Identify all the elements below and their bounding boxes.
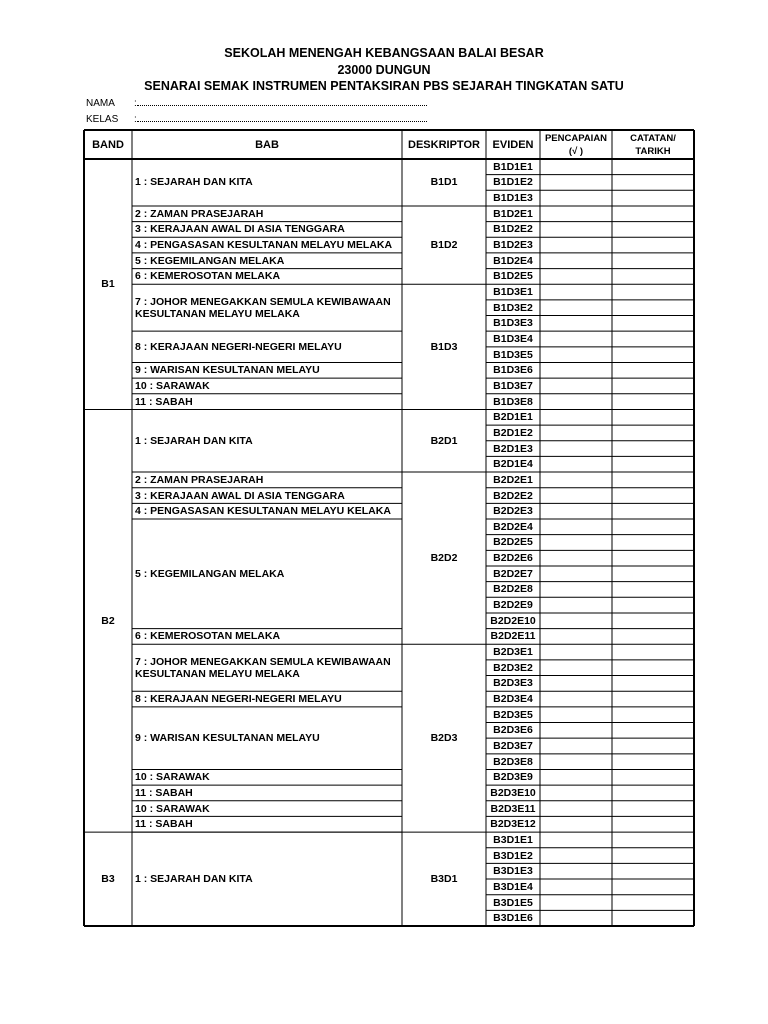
bab-cell: 1 : SEJARAH DAN KITA [135, 434, 253, 447]
eviden-cell: B1D2E5 [493, 270, 533, 283]
eviden-cell: B3D1E3 [493, 865, 533, 878]
pencapaian-checkbox-cell[interactable] [540, 206, 612, 222]
eviden-cell: B1D3E6 [493, 364, 533, 377]
bab-cell: 3 : KERAJAAN AWAL DI ASIA TENGGARA [135, 489, 345, 502]
bab-cell: 4 : PENGASASAN KESULTANAN MELAYU MELAKA [135, 239, 393, 252]
eviden-cell: B1D3E4 [493, 332, 533, 345]
eviden-cell: B1D2E4 [493, 254, 533, 267]
deskriptor-cell: B3D1 [430, 873, 458, 886]
pencapaian-checkbox-cell[interactable] [540, 816, 612, 832]
eviden-cell: B1D1E1 [493, 160, 533, 173]
catatan-entry-cell[interactable] [612, 284, 694, 300]
eviden-cell: B2D2E8 [493, 583, 533, 596]
eviden-cell: B2D3E6 [493, 724, 533, 737]
deskriptor-cell: B2D1 [430, 434, 458, 447]
pencapaian-checkbox-cell[interactable] [540, 472, 612, 488]
catatan-entry-cell[interactable] [612, 738, 694, 754]
catatan-entry-cell[interactable] [612, 159, 694, 175]
eviden-cell: B2D3E5 [493, 708, 533, 721]
eviden-cell: B2D1E1 [493, 411, 533, 424]
catatan-entry-cell[interactable] [612, 362, 694, 378]
eviden-cell: B2D1E2 [493, 426, 533, 439]
bab-cell: 1 : SEJARAH DAN KITA [135, 176, 253, 189]
pencapaian-checkbox-cell[interactable] [540, 331, 612, 347]
deskriptor-cell: B2D3 [430, 732, 458, 745]
catatan-entry-cell[interactable] [612, 409, 694, 425]
eviden-cell: B3D1E4 [493, 880, 533, 893]
eviden-cell: B2D2E9 [493, 599, 533, 612]
eviden-cell: B1D3E5 [493, 348, 533, 361]
school-name: SEKOLAH MENENGAH KEBANGSAAN BALAI BESAR [224, 46, 544, 60]
pencapaian-tick-label: (√ ) [568, 145, 584, 157]
pencapaian-checkbox-cell[interactable] [540, 644, 612, 660]
bab-cell: 6 : KEMEROSOTAN MELAKA [135, 270, 281, 283]
catatan-entry-cell[interactable] [612, 863, 694, 879]
catatan-entry-cell[interactable] [612, 190, 694, 206]
catatan-entry-cell[interactable] [612, 644, 694, 660]
eviden-cell: B1D3E8 [493, 395, 533, 408]
catatan-entry-cell[interactable] [612, 503, 694, 519]
eviden-cell: B2D3E2 [493, 661, 533, 674]
bab-cell: 9 : WARISAN KESULTANAN MELAYU [135, 364, 320, 377]
bab-cell: 5 : KEGEMILANGAN MELAKA [135, 254, 285, 267]
deskriptor-cell: B1D1 [430, 176, 458, 189]
eviden-cell: B1D2E3 [493, 239, 533, 252]
catatan-entry-cell[interactable] [612, 691, 694, 707]
pencapaian-checkbox-cell[interactable] [540, 629, 612, 645]
pencapaian-checkbox-cell[interactable] [540, 378, 612, 394]
catatan-entry-cell[interactable] [612, 832, 694, 848]
catatan-entry-cell[interactable] [612, 331, 694, 347]
eviden-cell: B3D1E2 [493, 849, 533, 862]
catatan-entry-cell[interactable] [612, 347, 694, 363]
pencapaian-checkbox-cell[interactable] [540, 441, 612, 457]
eviden-cell: B2D3E8 [493, 755, 533, 768]
catatan-entry-cell[interactable] [612, 206, 694, 222]
eviden-cell: B2D3E10 [490, 786, 536, 799]
pencapaian-checkbox-cell[interactable] [540, 723, 612, 739]
column-header-eviden: EVIDEN [492, 138, 534, 151]
catatan-entry-cell[interactable] [612, 582, 694, 598]
eviden-cell: B2D1E4 [493, 458, 533, 471]
catatan-entry-cell[interactable] [612, 676, 694, 692]
bab-cell: 4 : PENGASASAN KESULTANAN MELAYU KELAKA [135, 505, 391, 518]
eviden-cell: B1D3E1 [493, 286, 533, 299]
catatan-entry-cell[interactable] [612, 425, 694, 441]
catatan-entry-cell[interactable] [612, 237, 694, 253]
eviden-cell: B2D2E11 [490, 630, 536, 643]
catatan-entry-cell[interactable] [612, 378, 694, 394]
eviden-cell: B1D3E2 [493, 301, 533, 314]
eviden-cell: B1D1E3 [493, 192, 533, 205]
eviden-cell: B2D2E7 [493, 567, 533, 580]
pencapaian-checkbox-cell[interactable] [540, 769, 612, 785]
kelas-colon: : [134, 114, 137, 125]
pencapaian-checkbox-cell[interactable] [540, 425, 612, 441]
bab-cell: 10 : SARAWAK [135, 379, 210, 392]
eviden-cell: B1D3E7 [493, 379, 533, 392]
eviden-cell: B1D2E2 [493, 223, 533, 236]
catatan-entry-cell[interactable] [612, 253, 694, 269]
eviden-cell: B2D2E6 [493, 552, 533, 565]
eviden-cell: B2D3E7 [493, 739, 533, 752]
pencapaian-checkbox-cell[interactable] [540, 863, 612, 879]
pencapaian-checkbox-cell[interactable] [540, 409, 612, 425]
pencapaian-checkbox-cell[interactable] [540, 848, 612, 864]
bab-cell: 2 : ZAMAN PRASEJARAH [135, 207, 264, 220]
eviden-cell: B2D3E3 [493, 677, 533, 690]
catatan-entry-cell[interactable] [612, 910, 694, 926]
pencapaian-checkbox-cell[interactable] [540, 691, 612, 707]
eviden-cell: B2D3E9 [493, 771, 533, 784]
school-postcode: 23000 DUNGUN [337, 63, 431, 77]
pencapaian-checkbox-cell[interactable] [540, 237, 612, 253]
catatan-entry-cell[interactable] [612, 222, 694, 238]
pencapaian-checkbox-cell[interactable] [540, 582, 612, 598]
pencapaian-checkbox-cell[interactable] [540, 535, 612, 551]
eviden-cell: B2D2E1 [493, 473, 533, 486]
bab-cell: 1 : SEJARAH DAN KITA [135, 873, 253, 886]
column-header-pencapaian [540, 130, 612, 159]
catatan-label: CATATAN/ [630, 132, 676, 144]
eviden-cell: B1D1E2 [493, 176, 533, 189]
eviden-cell: B1D3E3 [493, 317, 533, 330]
pencapaian-checkbox-cell[interactable] [540, 316, 612, 332]
pencapaian-checkbox-cell[interactable] [540, 895, 612, 911]
pencapaian-checkbox-cell[interactable] [540, 910, 612, 926]
eviden-cell: B1D2E1 [493, 207, 533, 220]
bab-cell: 11 : SABAH [135, 818, 193, 831]
nama-label: NAMA [86, 98, 115, 109]
bab-cell: 11 : SABAH [135, 395, 193, 408]
catatan-entry-cell[interactable] [612, 848, 694, 864]
catatan-entry-cell[interactable] [612, 879, 694, 895]
pencapaian-checkbox-cell[interactable] [540, 707, 612, 723]
pencapaian-checkbox-cell[interactable] [540, 190, 612, 206]
pencapaian-checkbox-cell[interactable] [540, 519, 612, 535]
catatan-entry-cell[interactable] [612, 613, 694, 629]
nama-field[interactable] [86, 96, 427, 109]
kelas-label: KELAS [86, 114, 119, 125]
catatan-entry-cell[interactable] [612, 300, 694, 316]
pencapaian-checkbox-cell[interactable] [540, 613, 612, 629]
kelas-input-line[interactable] [137, 112, 427, 122]
catatan-entry-cell[interactable] [612, 535, 694, 551]
catatan-entry-cell[interactable] [612, 441, 694, 457]
band-cell: B2 [101, 614, 115, 627]
document-title: SENARAI SEMAK INSTRUMEN PENTAKSIRAN PBS SEJARAH TINGKATAN SATU [144, 79, 624, 93]
catatan-entry-cell[interactable] [612, 660, 694, 676]
pencapaian-label: PENCAPAIAN [544, 132, 608, 144]
bab-cell: 7 : JOHOR MENEGAKKAN SEMULA KEWIBAWAAN KESULTANAN MELAYU MELAKA [135, 295, 391, 320]
pencapaian-checkbox-cell[interactable] [540, 832, 612, 848]
deskriptor-cell: B1D2 [430, 239, 458, 252]
tarikh-label: TARIKH [635, 145, 671, 157]
pencapaian-checkbox-cell[interactable] [540, 347, 612, 363]
catatan-entry-cell[interactable] [612, 801, 694, 817]
pencapaian-checkbox-cell[interactable] [540, 660, 612, 676]
pencapaian-checkbox-cell[interactable] [540, 785, 612, 801]
pencapaian-checkbox-cell[interactable] [540, 597, 612, 613]
catatan-entry-cell[interactable] [612, 566, 694, 582]
eviden-cell: B3D1E1 [493, 833, 533, 846]
eviden-cell: B2D2E5 [493, 536, 533, 549]
pencapaian-checkbox-cell[interactable] [540, 879, 612, 895]
bab-cell: 8 : KERAJAAN NEGERI-NEGERI MELAYU [135, 693, 342, 706]
nama-input-line[interactable] [137, 96, 427, 106]
catatan-entry-cell[interactable] [612, 629, 694, 645]
catatan-entry-cell[interactable] [612, 723, 694, 739]
pencapaian-checkbox-cell[interactable] [540, 754, 612, 770]
deskriptor-cell: B1D3 [430, 340, 458, 353]
catatan-entry-cell[interactable] [612, 895, 694, 911]
pencapaian-checkbox-cell[interactable] [540, 456, 612, 472]
bab-cell: 10 : SARAWAK [135, 802, 210, 815]
bab-cell: 6 : KEMEROSOTAN MELAKA [135, 630, 281, 643]
catatan-entry-cell[interactable] [612, 550, 694, 566]
catatan-entry-cell[interactable] [612, 456, 694, 472]
pencapaian-checkbox-cell[interactable] [540, 222, 612, 238]
band-cell: B3 [101, 873, 115, 886]
catatan-entry-cell[interactable] [612, 269, 694, 285]
catatan-entry-cell[interactable] [612, 316, 694, 332]
nama-colon: : [134, 98, 137, 109]
eviden-cell: B2D2E3 [493, 505, 533, 518]
pencapaian-checkbox-cell[interactable] [540, 503, 612, 519]
pencapaian-checkbox-cell[interactable] [540, 676, 612, 692]
column-header-catatan [612, 130, 694, 159]
pencapaian-checkbox-cell[interactable] [540, 284, 612, 300]
pencapaian-checkbox-cell[interactable] [540, 159, 612, 175]
catatan-entry-cell[interactable] [612, 175, 694, 191]
bab-cell: 10 : SARAWAK [135, 771, 210, 784]
eviden-cell: B2D3E1 [493, 646, 533, 659]
pencapaian-checkbox-cell[interactable] [540, 801, 612, 817]
eviden-cell: B2D3E11 [490, 802, 536, 815]
pencapaian-checkbox-cell[interactable] [540, 269, 612, 285]
deskriptor-cell: B2D2 [430, 552, 458, 565]
catatan-entry-cell[interactable] [612, 707, 694, 723]
kelas-field[interactable] [86, 112, 427, 125]
pencapaian-checkbox-cell[interactable] [540, 488, 612, 504]
bab-cell: 5 : KEGEMILANGAN MELAKA [135, 567, 285, 580]
eviden-cell: B2D2E10 [490, 614, 536, 627]
column-header-bab: BAB [255, 138, 279, 151]
bab-cell: 11 : SABAH [135, 786, 193, 799]
catatan-entry-cell[interactable] [612, 488, 694, 504]
pencapaian-checkbox-cell[interactable] [540, 550, 612, 566]
eviden-cell: B3D1E5 [493, 896, 533, 909]
bab-cell: 2 : ZAMAN PRASEJARAH [135, 473, 264, 486]
eviden-cell: B2D1E3 [493, 442, 533, 455]
catatan-entry-cell[interactable] [612, 785, 694, 801]
pencapaian-checkbox-cell[interactable] [540, 566, 612, 582]
pencapaian-checkbox-cell[interactable] [540, 362, 612, 378]
pencapaian-checkbox-cell[interactable] [540, 738, 612, 754]
eviden-cell: B2D2E4 [493, 520, 533, 533]
catatan-entry-cell[interactable] [612, 472, 694, 488]
bab-cell: 8 : KERAJAAN NEGERI-NEGERI MELAYU [135, 340, 342, 353]
catatan-entry-cell[interactable] [612, 597, 694, 613]
bab-cell: 7 : JOHOR MENEGAKKAN SEMULA KEWIBAWAAN KESULTANAN MELAYU MELAKA [135, 655, 391, 680]
column-header-band: BAND [92, 138, 124, 151]
catatan-entry-cell[interactable] [612, 769, 694, 785]
bab-cell: 3 : KERAJAAN AWAL DI ASIA TENGGARA [135, 223, 345, 236]
band-cell: B1 [101, 278, 115, 291]
eviden-cell: B3D1E6 [493, 912, 533, 925]
pencapaian-checkbox-cell[interactable] [540, 253, 612, 269]
eviden-cell: B2D2E2 [493, 489, 533, 502]
catatan-entry-cell[interactable] [612, 754, 694, 770]
pencapaian-checkbox-cell[interactable] [540, 175, 612, 191]
pencapaian-checkbox-cell[interactable] [540, 394, 612, 410]
catatan-entry-cell[interactable] [612, 816, 694, 832]
pencapaian-checkbox-cell[interactable] [540, 300, 612, 316]
eviden-cell: B2D3E12 [490, 818, 536, 831]
eviden-cell: B2D3E4 [493, 693, 533, 706]
bab-cell: 9 : WARISAN KESULTANAN MELAYU [135, 732, 320, 745]
column-header-deskriptor: DESKRIPTOR [408, 138, 480, 151]
catatan-entry-cell[interactable] [612, 519, 694, 535]
catatan-entry-cell[interactable] [612, 394, 694, 410]
